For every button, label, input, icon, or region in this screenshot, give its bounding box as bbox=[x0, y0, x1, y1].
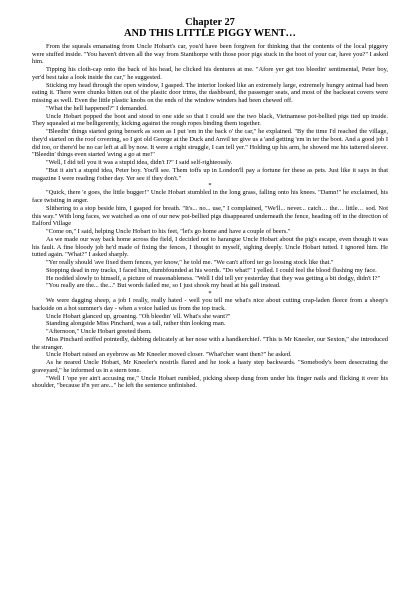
paragraph: "Quick, there 'e goes, the little bugger!" Uncle Hobart stumbled in the long grass, falling onto his knees. "Damn!" he exclaimed, his face twisting in anger. bbox=[32, 189, 388, 205]
paragraph: "Come on," I said, helping Uncle Hobart to his feet, "let's go home and have a couple of beers." bbox=[46, 228, 291, 236]
paragraph: Standing alongside Miss Pinchard, was a tall, rather thin looking man. bbox=[46, 320, 226, 328]
paragraph: Tipping his cloth-cap onto the back of his head, he clicked his dentures at me. "Afore yer get too bleedin' sentimental, Peter boy, yer'd best take a look inside the car," he suggested. bbox=[32, 66, 388, 81]
paragraph: Miss Pinchard sniffed pointedly, dabbing delicately at her nose with a handkerchief. "This is Mr Kneeler, our Sexton," she introduced the stranger. bbox=[32, 335, 388, 351]
paragraph: Slithering to a stop beside him, I gasped for breath. "It's... no... use," I complained, "We'll... never... catch… the… little… sod. Not this way." With long faces, we watched as one of our new pot-bellied pigs disappeared underneath the fence, heading off in the direction of Ealford Village bbox=[32, 204, 388, 228]
paragraph: "You really are the... the..." But words failed me, so I just shook my head at his gall instead. bbox=[46, 282, 281, 290]
paragraph: "What the hell happened?" I demanded. bbox=[46, 104, 148, 112]
paragraph: Uncle Hobart glanced up, groaning. "Oh bleedin' 'ell. What's she want?" bbox=[46, 312, 231, 320]
paragraph: He nodded slowly to himself, a picture of reasonableness. "Well I did tell yer yesterday that they was getting a bit dodgy, didn't I?" bbox=[46, 274, 381, 282]
section-separator: * bbox=[208, 290, 212, 298]
paragraph: "Well, I did tell you it was a stupid idea, didn't I?" I said self-righteously. bbox=[46, 159, 233, 167]
chapter-title: AND THIS LITTLE PIGGY WENT… bbox=[124, 28, 296, 40]
paragraph: From the squeals emanating from Uncle Hobart's car, you'd have been forgiven for thinking that the contents of the local piggery were stuffed inside. "You haven't driven all the way from Stanthorpe with those poor pigs stuck in the boot of your car, have you?" I asked him. bbox=[32, 42, 388, 66]
paragraph: "Well I 'ope yer ain't accusing me," Uncle Hobart rumbled, picking sheep dung from under his finger nails and flicking it over his shoulder, "because if'n yer are..." he left the sentence unfinished. bbox=[32, 374, 388, 390]
paragraph: Sticking my head through the open window, I gasped. The interior looked like an extremely large, extremely hungry animal had been eating it. There were chunks bitten out of the plastic door trims, the dashboard, the passenger seats, and most of the backseat covers were missing as well. Even the little plastic knobs on the ends of the window winders had been chewed off. bbox=[32, 81, 388, 105]
paragraph: Uncle Hobart popped the boot and stood to one side so that I could see the two black, Vietnamese pot-bellied pigs tied up inside. They squealed at me belligerently, kicking against the rough ropes binding them together. bbox=[32, 112, 388, 128]
paragraph: As we made our way back home across the field, I decided not to harangue Uncle Hobart about the pig's escape, even though it was his fault. A fine bloody job he'd made of fixing the fences, I thought to myself, sighing deeply. Uncle Hobart tutted. I ignored him. He tutted again. "What?" I asked sharply. bbox=[32, 235, 388, 259]
paragraph: "Afternoon," Uncle Hobart greeted them. bbox=[46, 328, 152, 336]
chapter-number: Chapter 27 bbox=[185, 17, 235, 28]
paragraph: As he neared Uncle Hobart, Mr Kneeler's nostrils flared and he took a hasty step backwards. "Somebody's been desecrating the graveyard," he informed us in a stern tone. bbox=[32, 359, 388, 374]
paragraph: "Bleedin' things started going berserk as soon as I put 'em in the back o' the car," he explained. "By the time I'd reached the village, they'd started on the roof covering, so I got old George at the Duck and Anvil ter give us a 'and getting 'em in ter the boot. And a good job I did too, or there'd be no car left at all by now. It were a right struggle, I can tell yer." Holding up his arm, he showed me his tattered sleeve. "Bleedin' things even started 'aving a go at me!" bbox=[32, 128, 388, 159]
section-separator: * bbox=[208, 182, 212, 190]
paragraph: We were dagging sheep, a job I really, really hated - well you tell me what's nice about cutting crap-laden fleece from a sheep's backside on a hot summer's day - when a voice hailed us from the top track. bbox=[32, 297, 388, 312]
paragraph: "But it ain't a stupid idea, Peter boy. You'll see. Them toffs up in London'll pay a fortune fer these as pets. Just like it says in that magazine I were reading t'other day. Yer see if they don't." bbox=[32, 166, 388, 182]
paragraph: "Yer really should 'ave fixed them fences, yer know," he told me. "We can't afford ter go loosing stock like that." bbox=[46, 259, 334, 267]
paragraph: Stopping dead in my tracks, I faced him, dumbfounded at his words. "Do what!" I yelled. I could feel the blood flushing my face. bbox=[46, 266, 377, 274]
chapter-heading bbox=[32, 17, 388, 40]
paragraph: Uncle Hobart raised an eyebrow as Mr Kneeler moved closer. "What'cher want then?" he asked. bbox=[46, 351, 292, 359]
